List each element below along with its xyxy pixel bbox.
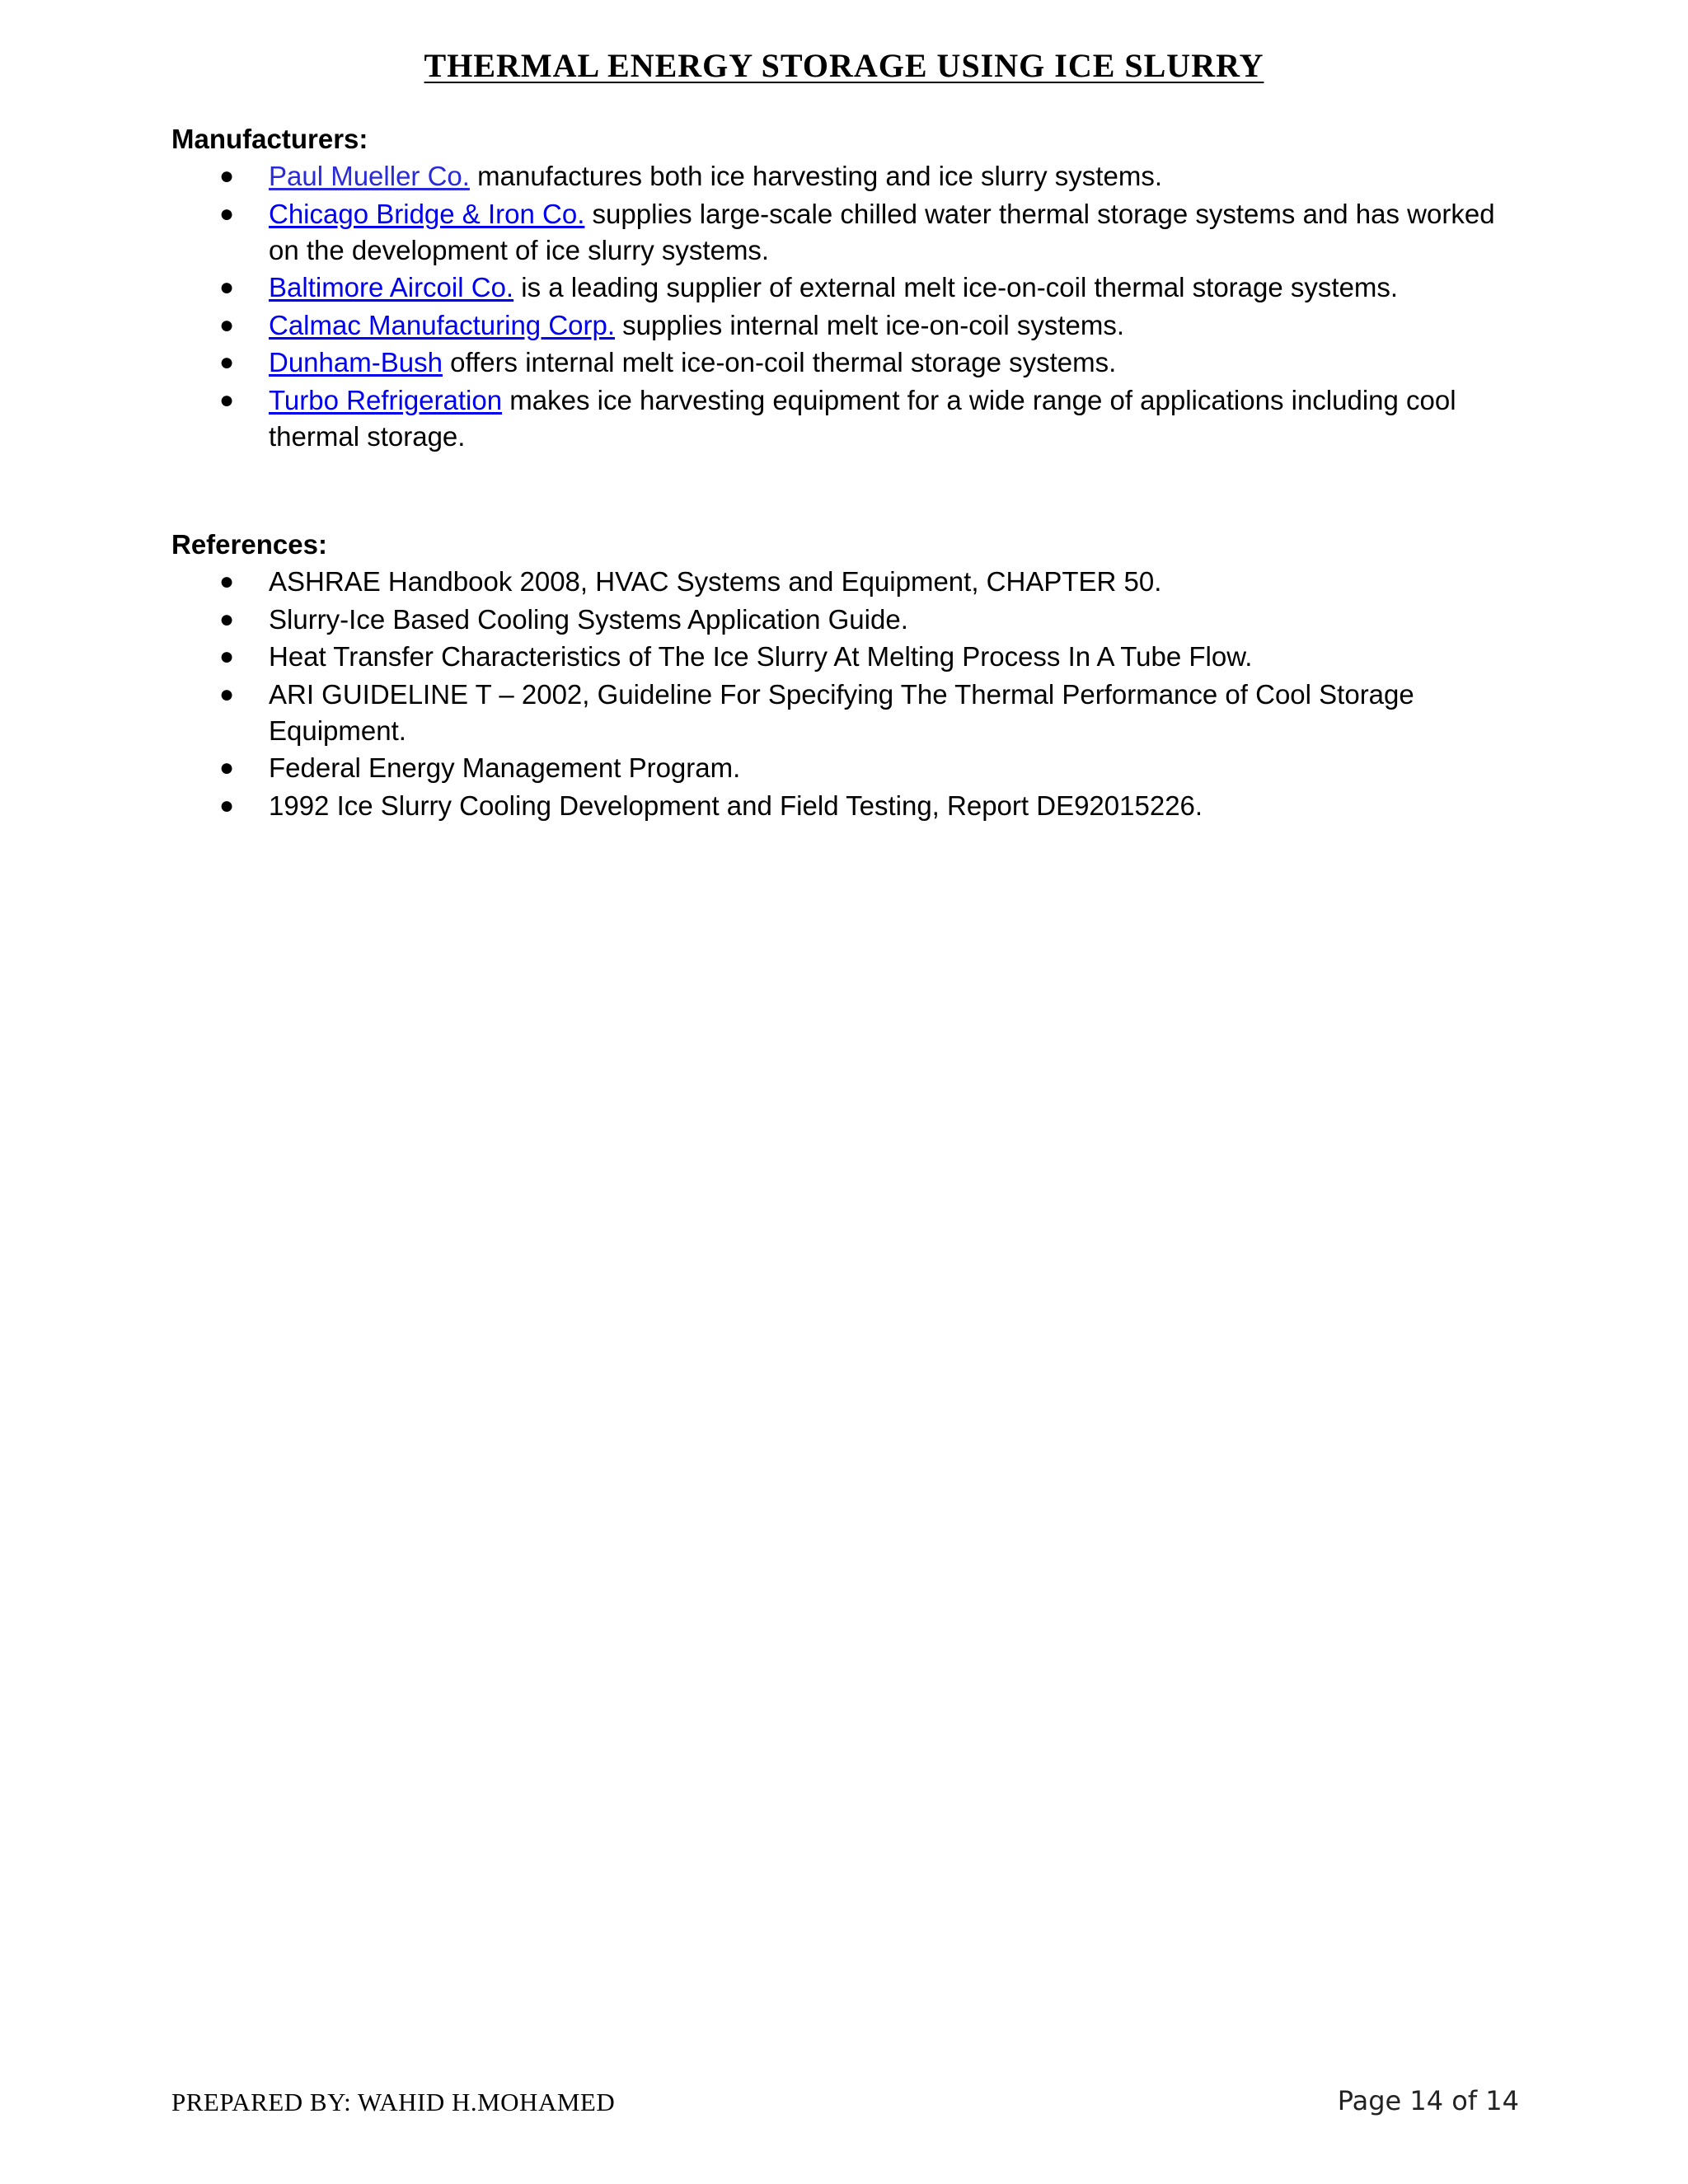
- list-item-text: supplies large-scale chilled water thermal storage systems and has worked on the development of ice slurry systems.: [269, 198, 1495, 265]
- bullet-icon: ●: [219, 274, 235, 301]
- reference-text: ASHRAE Handbook 2008, HVAC Systems and Equipment, CHAPTER 50.: [269, 566, 1162, 597]
- footer-page-number: Page 14 of 14: [1337, 2085, 1519, 2116]
- list-item: [171, 677, 1523, 749]
- link-calmac-manufacturing[interactable]: Calmac Manufacturing Corp.: [269, 309, 616, 340]
- list-item: [171, 307, 1523, 344]
- list-item: [171, 269, 1523, 306]
- list-item: [171, 344, 1523, 381]
- list-item: [171, 750, 1523, 786]
- bullet-icon: ●: [219, 754, 235, 781]
- reference-text: Federal Energy Management Program.: [269, 752, 741, 783]
- bullet-icon: ●: [219, 199, 235, 227]
- references-section: [171, 526, 1523, 825]
- manufacturers-heading: Manufacturers:: [171, 124, 368, 154]
- reference-text: Heat Transfer Characteristics of The Ice Slurry At Melting Process In A Tube Flow.: [269, 641, 1253, 672]
- bullet-icon: ●: [219, 791, 235, 819]
- list-item: [171, 382, 1523, 455]
- bullet-icon: ●: [219, 349, 235, 376]
- bullet-icon: ●: [219, 680, 235, 708]
- link-paul-mueller[interactable]: Paul Mueller Co.: [269, 161, 470, 191]
- list-item-text: offers internal melt ice-on-coil thermal storage systems.: [442, 347, 1117, 377]
- manufacturers-section: [171, 120, 1523, 456]
- bullet-icon: ●: [219, 311, 235, 339]
- list-item: [171, 158, 1523, 194]
- link-chicago-bridge-iron[interactable]: Chicago Bridge & Iron Co.: [269, 198, 585, 229]
- reference-text: 1992 Ice Slurry Cooling Development and Field Testing, Report DE92015226.: [269, 790, 1203, 821]
- link-turbo-refrigeration[interactable]: Turbo Refrigeration: [269, 384, 503, 415]
- list-item-text: manufactures both ice harvesting and ice slurry systems.: [469, 161, 1162, 191]
- bullet-icon: ●: [219, 568, 235, 595]
- link-dunham-bush[interactable]: Dunham-Bush: [269, 347, 443, 377]
- page-title: THERMAL ENERGY STORAGE USING ICE SLURRY: [424, 47, 1264, 84]
- bullet-icon: ●: [219, 162, 235, 190]
- reference-text: Slurry-Ice Based Cooling Systems Application Guide.: [269, 603, 908, 635]
- reference-text: ARI GUIDELINE T – 2002, Guideline For Specifying The Thermal Performance of Cool Storage Equipment.: [269, 678, 1414, 746]
- list-item-text: supplies internal melt ice-on-coil systems.: [615, 309, 1125, 340]
- list-item: [171, 788, 1523, 824]
- list-item: [171, 602, 1523, 638]
- manufacturers-list: [171, 158, 1523, 455]
- bullet-icon: ●: [219, 605, 235, 633]
- list-item: [171, 196, 1523, 269]
- list-item-text: makes ice harvesting equipment for a wide range of applications including cool thermal storage.: [269, 384, 1456, 452]
- bullet-icon: ●: [219, 643, 235, 670]
- references-list: [171, 564, 1523, 824]
- bullet-icon: ●: [219, 386, 235, 414]
- link-baltimore-aircoil[interactable]: Baltimore Aircoil Co.: [269, 272, 514, 302]
- list-item: [171, 564, 1523, 600]
- list-item: [171, 639, 1523, 675]
- list-item-text: is a leading supplier of external melt ice-on-coil thermal storage systems.: [513, 272, 1399, 302]
- references-heading: References:: [171, 529, 327, 560]
- footer-prepared-by: PREPARED BY: WAHID H.MOHAMED: [171, 2088, 616, 2116]
